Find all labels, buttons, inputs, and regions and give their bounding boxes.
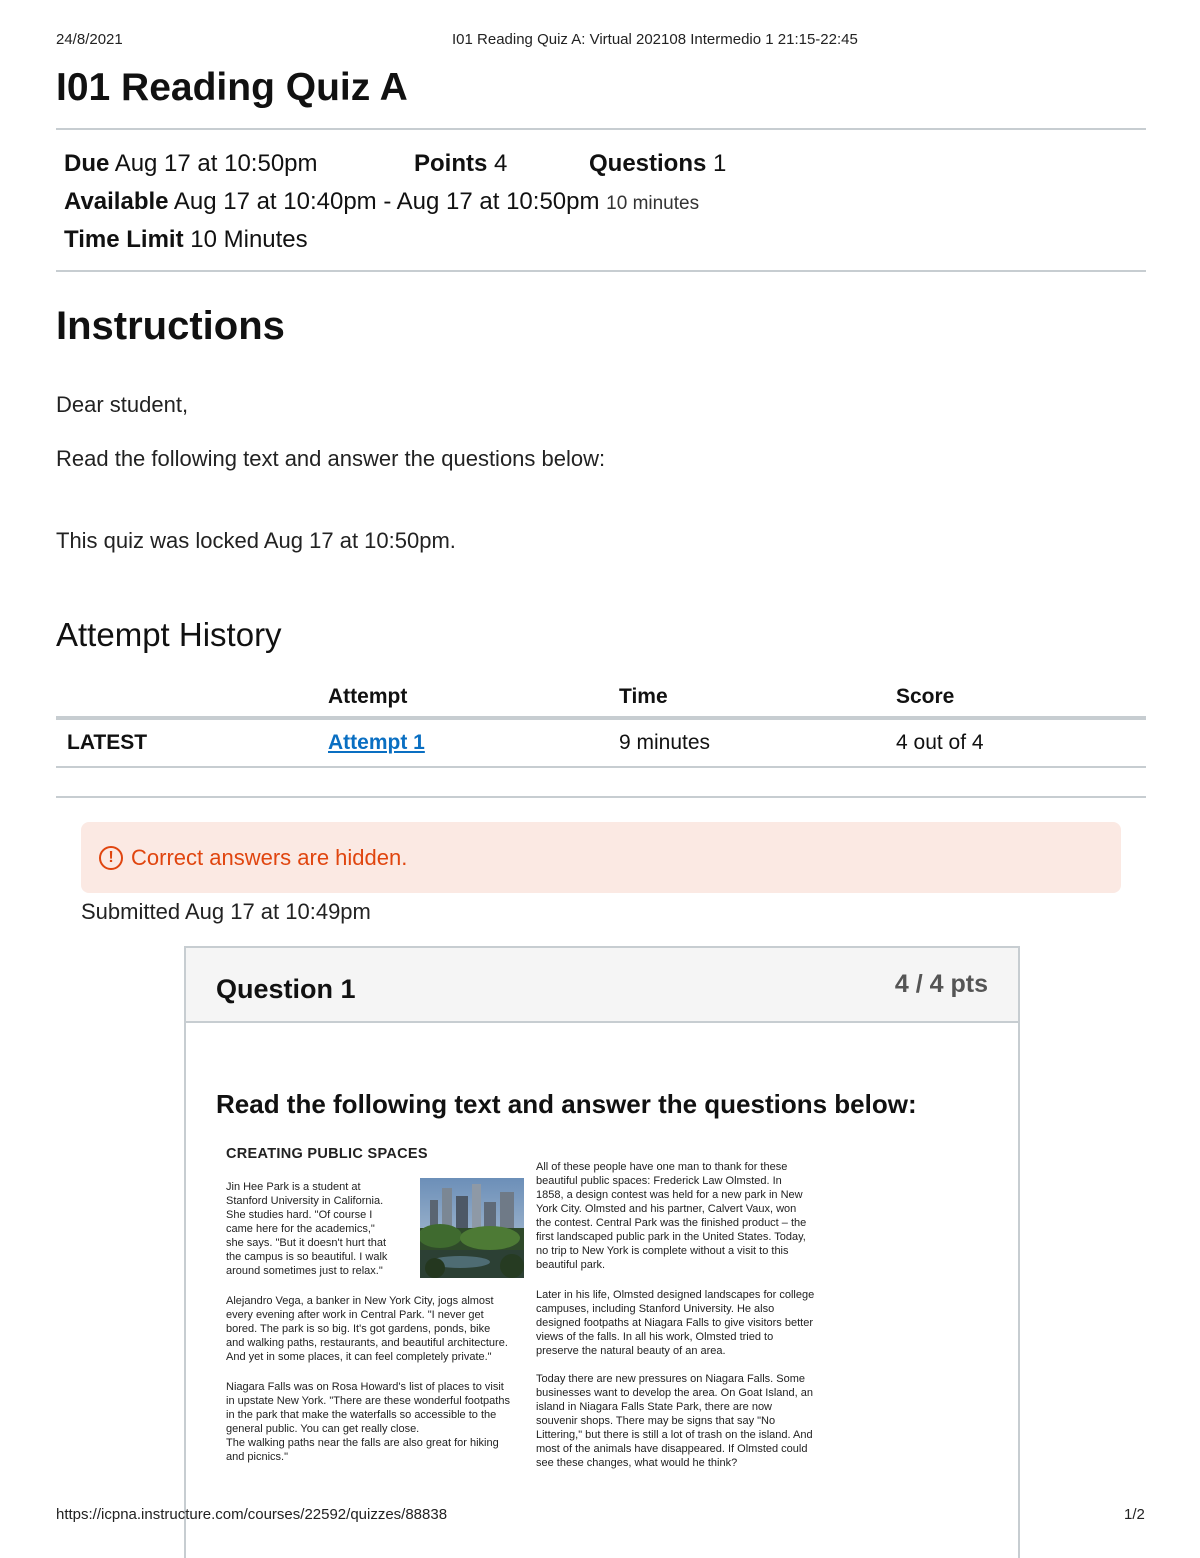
- article-paragraph: Later in his life, Olmsted designed landscapes for college campuses, including Stanford University. He also designed footpaths at Niagara Falls to give visitors better views of the falls. In all his work, Olmsted tried to preserve the natural beauty of an area.: [536, 1289, 815, 1357]
- print-date: 24/8/2021: [56, 31, 123, 48]
- exclamation-circle-icon: !: [99, 846, 123, 870]
- available-info: [64, 188, 699, 216]
- due-value: Aug 17 at 10:50pm: [114, 150, 318, 177]
- time-limit-label: Time Limit: [64, 226, 184, 253]
- divider: [56, 128, 1146, 130]
- table-row: [56, 718, 1146, 767]
- correct-answers-hidden-alert: [81, 822, 1121, 893]
- column-header-time: Time: [619, 678, 896, 718]
- column-header-score: Score: [896, 678, 1146, 718]
- due-label: Due: [64, 150, 110, 177]
- due-info: [64, 150, 318, 178]
- city-park-photo: [420, 1178, 524, 1278]
- questions-info: [589, 150, 726, 178]
- article-title: CREATING PUBLIC SPACES: [226, 1146, 428, 1162]
- print-doc-title: I01 Reading Quiz A: Virtual 202108 Intermedio 1 21:15-22:45: [452, 31, 858, 48]
- instructions-body: Read the following text and answer the questions below:: [56, 446, 606, 471]
- question-title: Question 1: [216, 974, 356, 1004]
- submitted-info: Submitted Aug 17 at 10:49pm: [81, 899, 371, 924]
- attempt-link[interactable]: Attempt 1: [328, 731, 425, 754]
- table-header-row: [56, 678, 1146, 718]
- points-value: 4: [494, 150, 508, 177]
- question-card: [184, 946, 1020, 1558]
- instructions-heading: Instructions: [56, 304, 285, 348]
- time-limit-info: [64, 226, 308, 254]
- divider: [56, 796, 1146, 798]
- article-paragraph: Today there are new pressures on Niagara Falls. Some businesses want to develop the area. On Goat Island, an island in Niagara Falls State Park, there are now souvenir shops. There may be signs that say "No Littering," but there is still a lot of trash on the island. And most of the animals have disappeared. If Olmsted could see these changes, what would he think?: [536, 1373, 814, 1469]
- article-paragraph: Alejandro Vega, a banker in New York City, jogs almost every evening after work in Central Park. "I never get bored. The park is so big. It's got gardens, ponds, bike and walking paths, restaurants, and beautiful architecture. And yet in some places, it can feel completely private.": [226, 1295, 508, 1363]
- article-paragraph: All of these people have one man to thank for these beautiful public spaces: Frederick Law Olmsted. In 1858, a design contest was held for a new park in New York City. Olmsted and his partner, Calvert Vaux, won the contest. Central Park was the finished product – the first landscaped public park in the United States. Today, no trip to New York is complete without a visit to this beautiful park.: [536, 1161, 807, 1271]
- questions-label: Questions: [589, 150, 707, 177]
- attempt-history-heading: Attempt History: [56, 616, 282, 653]
- points-label: Points: [414, 150, 488, 177]
- column-header-attempt: Attempt: [328, 678, 619, 718]
- questions-value: 1: [713, 150, 727, 177]
- time-limit-value: 10 Minutes: [190, 226, 308, 253]
- available-value: Aug 17 at 10:40pm - Aug 17 at 10:50pm: [173, 188, 600, 215]
- locked-notice: This quiz was locked Aug 17 at 10:50pm.: [56, 528, 456, 553]
- row-label: LATEST: [56, 718, 328, 767]
- question-points: 4 / 4 pts: [894, 970, 988, 998]
- print-url: https://icpna.instructure.com/courses/22592/quizzes/88838: [56, 1506, 448, 1523]
- divider: [56, 270, 1146, 272]
- column-header: [56, 678, 328, 718]
- attempt-history-table: [56, 678, 1146, 768]
- article-paragraph: Jin Hee Park is a student at Stanford University in California. She studies hard. "Of course I came here for the academics," she says. "But it doesn't hurt that the campus is so beautiful. I walk around sometimes just to relax.": [226, 1181, 388, 1277]
- available-duration: 10 minutes: [606, 193, 700, 214]
- page-title: I01 Reading Quiz A: [56, 66, 408, 109]
- instructions-greeting: Dear student,: [56, 392, 189, 417]
- available-label: Available: [64, 188, 169, 215]
- article-paragraph: Niagara Falls was on Rosa Howard's list of places to visit in upstate New York. "There are these wonderful footpaths in the park that make the waterfalls so accessible to the general public. You can get really close. The walking paths near the falls are also great for hiking and picnics.": [226, 1381, 510, 1463]
- attempt-score: 4 out of 4: [896, 718, 1146, 767]
- points-info: [414, 150, 507, 178]
- alert-text: Correct answers are hidden.: [131, 845, 408, 870]
- question-prompt: Read the following text and answer the questions below:: [216, 1089, 917, 1119]
- attempt-time: 9 minutes: [619, 718, 896, 767]
- page-number: 1/2: [1124, 1506, 1145, 1523]
- question-header: [186, 948, 1018, 1023]
